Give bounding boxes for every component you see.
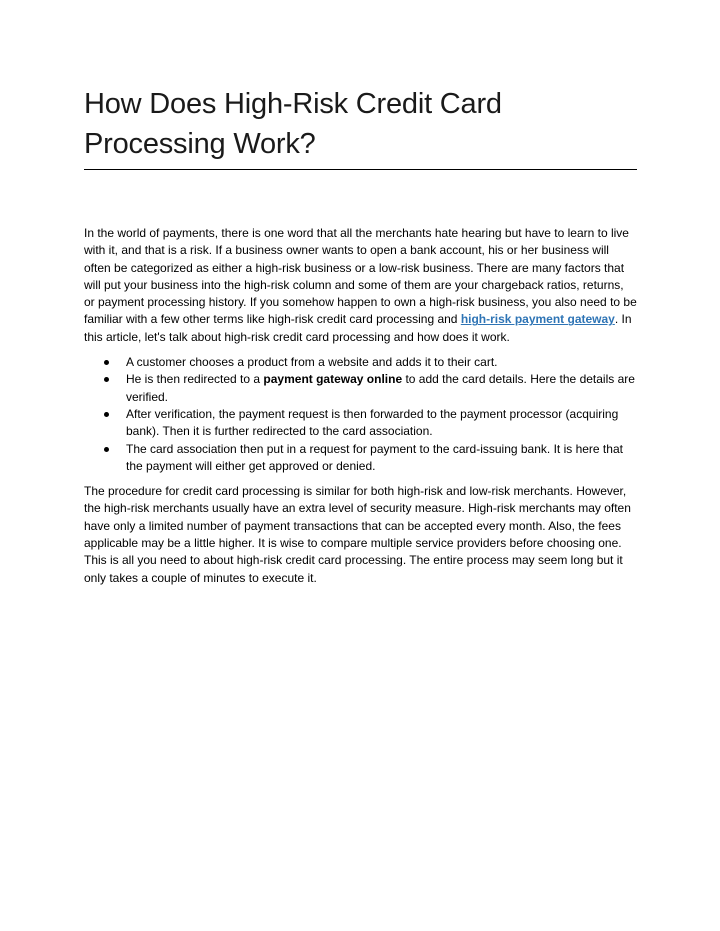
bullet-icon [104,447,109,452]
list-item-text: After verification, the payment request is then forwarded to the payment processor (acquiring bank). Then it is further redirected to the card association. [126,406,619,439]
bullet-icon [104,377,109,382]
intro-text-end: . In this article, let's talk about high-risk credit card processing and how does it work. [84,312,632,344]
bullet-icon [104,360,109,365]
intro-text: In the world of payments, there is one word that all the merchants hate hearing but have to learn to live with it, and that is a risk. If a business owner wants to open a bank account, his or her business will often be categorized as either a high-risk business or a low-risk business. There are many factors that will put your business into the high-risk column and some of them are your chargeback ratios, returns, or payment processing history. If you somehow happen to own a high-risk business, you also need to be familiar with a few other terms like high-risk credit card processing and [84,226,637,327]
page-title: How Does High-Risk Credit Card Processing Work? [84,84,637,170]
process-steps-list [84,354,637,475]
list-item-text: The card association then put in a request for payment to the card-issuing bank. It is here that the payment will either get approved or denied. [126,441,623,473]
high-risk-payment-gateway-link[interactable]: high-risk payment gateway [460,312,615,327]
list-item [84,441,637,476]
bullet-icon [104,412,109,417]
article-body [84,225,637,587]
list-item-text-end: to add the card details. Here the details are verified. [126,372,635,404]
list-item [84,406,637,441]
payment-gateway-online-bold: payment gateway online [263,372,403,387]
list-item-text: A customer chooses a product from a website and adds it to their cart. [126,355,498,370]
closing-paragraph: The procedure for credit card processing is similar for both high-risk and low-risk merchants. However, the high-risk merchants usually have an extra level of security measure. High-risk merchants may often have only a limited number of payment transactions that can be accepted every month. Also, the fees applicable may be a little higher. It is wise to compare multiple service providers before choosing one. This is all you need to about high-risk credit card processing. The entire process may seem long but it only takes a couple of minutes to execute it. [84,484,631,585]
document-page [84,84,637,595]
list-item-text: He is then redirected to a [126,372,264,387]
intro-paragraph [84,225,637,346]
list-item [84,354,637,371]
list-item [84,371,637,406]
